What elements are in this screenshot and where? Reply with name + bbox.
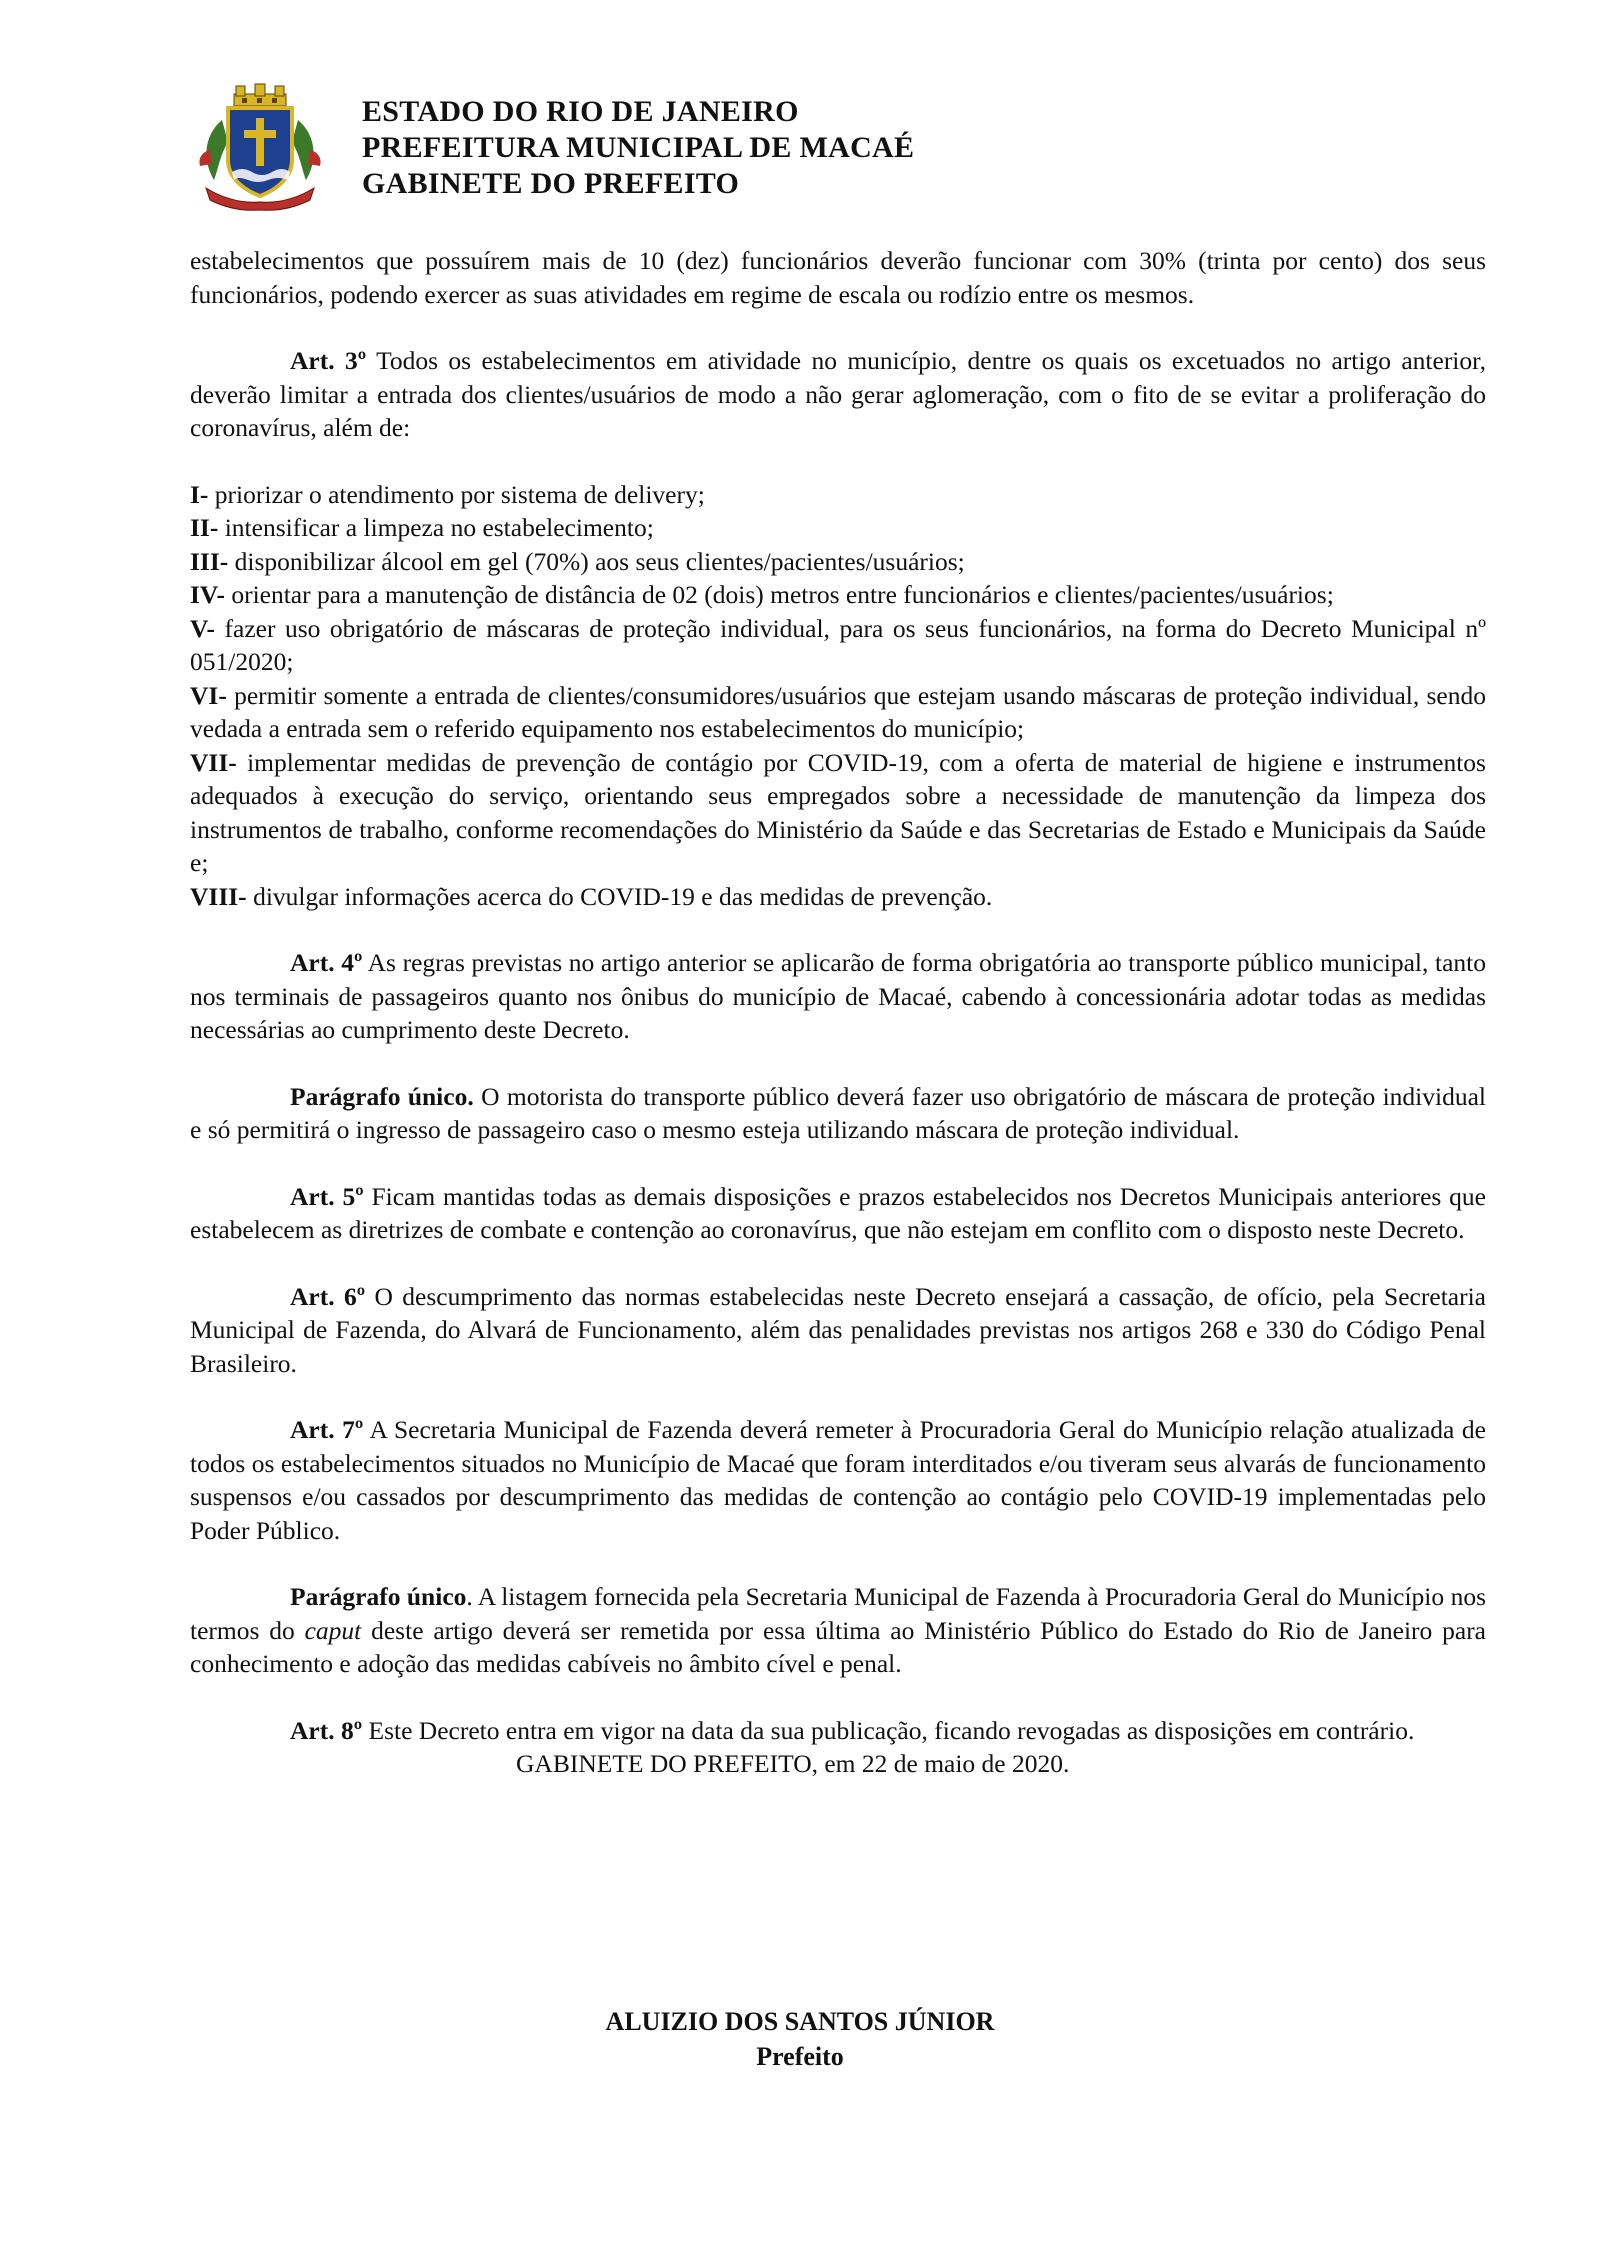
sole-paragraph-2: Parágrafo único. A listagem fornecida pela Secretaria Municipal de Fazenda à Procuradoria Geral do Município nos termos do caput deste artigo deverá ser remetida por essa última ao Ministério Público do Estado do Rio de Janeiro para conhecimento e adoção das medidas cabíveis no âmbito cível e penal. [190, 1582, 1486, 1678]
header-state: ESTADO DO RIO DE JANEIRO [362, 95, 799, 128]
item-3: III- disponibilizar álcool em gel (70%) aos seus clientes/pacientes/usuários; [190, 546, 965, 576]
article-7: Art. 7º A Secretaria Municipal de Fazenda deverá remeter à Procuradoria Geral do Município relação atualizada de todos os estabelecimentos situados no Município de Macaé que foram interditados e/ou tiveram seus alvarás de funcionamento suspensos e/ou cassados por descumprimento das medidas de contenção ao contágio pelo COVID-19 implementadas pelo Poder Público. [190, 1415, 1486, 1545]
signatory-title: Prefeito [756, 2042, 844, 2071]
item-2: II- intensificar a limpeza no estabelecimento; [190, 513, 654, 542]
item-1: I- priorizar o atendimento por sistema de delivery; [190, 479, 705, 509]
item-6: VI- permitir somente a entrada de clientes/consumidores/usuários que estejam usando máscaras de proteção individual, sendo vedada a entrada sem o referido equipamento nos estabelecimentos do município; [190, 680, 1486, 743]
header-gabinete: GABINETE DO PREFEITO [362, 167, 740, 200]
municipal-coat-of-arms [192, 80, 328, 212]
item-7: VII- implementar medidas de prevenção de contágio por COVID-19, com a oferta de material de higiene e instrumentos adequados à execução do serviço, orientando seus empregados sobre a necessidade de manutenção da limpeza dos instrumentos de trabalho, conforme recomendações do Ministério da Saúde e das Secretarias de Estado e Municipais da Saúde e; [190, 747, 1486, 877]
decree-body [190, 244, 1486, 1781]
sole-paragraph-1: Parágrafo único. O motorista do transporte público deverá fazer uso obrigatório de máscara de proteção individual e só permitirá o ingresso de passageiro caso o mesmo esteja utilizando máscara de proteção individual. [190, 1081, 1486, 1144]
article-6: Art. 6º O descumprimento das normas estabelecidas neste Decreto ensejará a cassação, de ofício, pela Secretaria Municipal de Fazenda, do Alvará de Funcionamento, além das penalidades previstas nos artigos 268 e 330 do Código Penal Brasileiro. [190, 1281, 1486, 1378]
letterhead [362, 94, 914, 202]
header-prefeitura: PREFEITURA MUNICIPAL DE MACAÉ [362, 131, 915, 164]
item-8: VIII- divulgar informações acerca do COVID-19 e das medidas de prevenção. [190, 881, 993, 911]
crest-crown [234, 84, 286, 106]
crest-left-branch [206, 120, 228, 180]
article-8: Art. 8º Este Decreto entra em vigor na data da sua publicação, ficando revogadas as disposições em contrário. [290, 1715, 1415, 1745]
item-4: IV- orientar para a manutenção de distância de 02 (dois) metros entre funcionários e clientes/pacientes/usuários; [190, 580, 1334, 609]
article-5: Art. 5º Ficam mantidas todas as demais disposições e prazos estabelecidos nos Decretos Municipais anteriores que estabelecem as diretrizes de combate e contenção ao coronavírus, que não estejam em conflito com o disposto neste Decreto. [190, 1181, 1486, 1244]
article-4: Art. 4º As regras previstas no artigo anterior se aplicarão de forma obrigatória ao transporte público municipal, tanto nos terminais de passageiros quanto nos ônibus do município de Macaé, cabendo à concessionária adotar todas as medidas necessárias ao cumprimento deste Decreto. [190, 948, 1486, 1044]
item-5: V- fazer uso obrigatório de máscaras de proteção individual, para os seus funcionários, na forma do Decreto Municipal nº 051/2020; [190, 613, 1486, 676]
signatory-name: ALUIZIO DOS SANTOS JÚNIOR [605, 2007, 995, 2036]
article-3: Art. 3º Todos os estabelecimentos em atividade no município, dentre os quais os excetuados no artigo anterior, deverão limitar a entrada dos clientes/usuários de modo a não gerar aglomeração, com o fito de se evitar a proliferação do coronavírus, além de: [190, 346, 1486, 442]
paragraph-continuation: estabelecimentos que possuírem mais de 10 (dez) funcionários deverão funcionar com 30% (trinta por cento) dos seus funcionários, podendo exercer as suas atividades em regime de escala ou rodízio entre os mesmos. [190, 246, 1486, 309]
dateline: GABINETE DO PREFEITO, em 22 de maio de 2020. [516, 1749, 1070, 1778]
crest-right-branch [292, 120, 314, 180]
